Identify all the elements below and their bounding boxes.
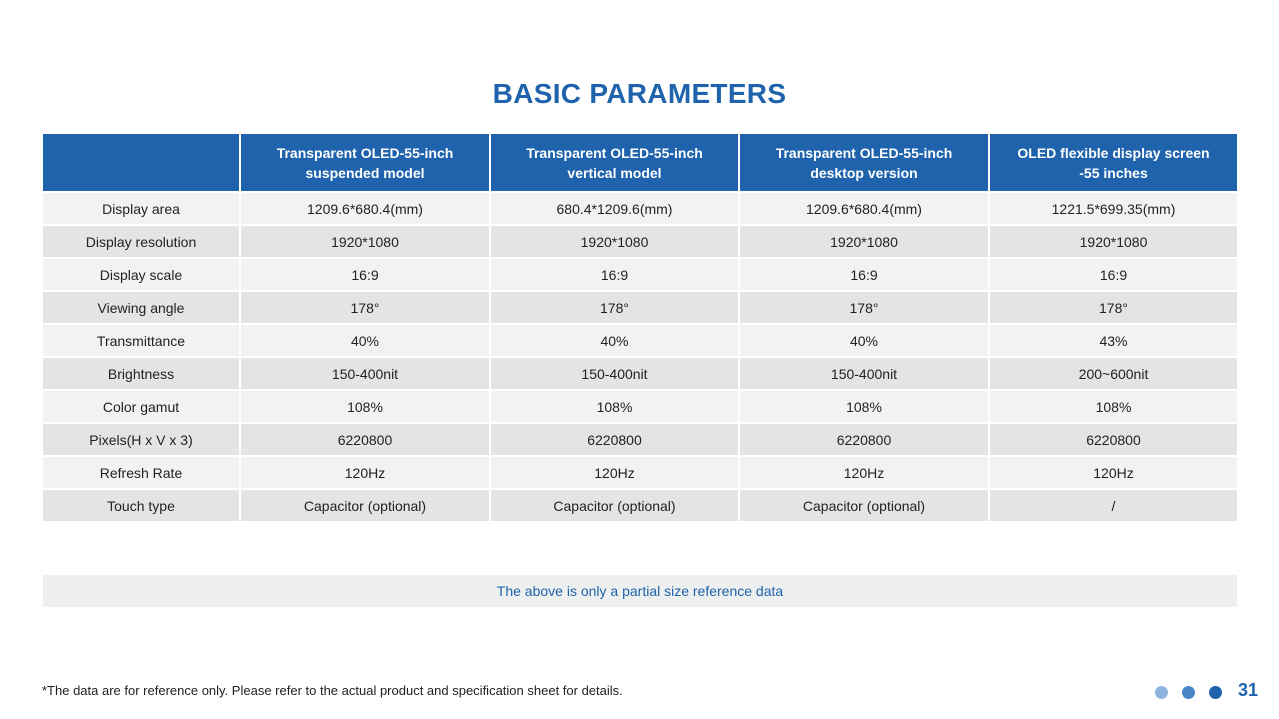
table-cell: 108% [739,390,989,423]
table-cell: 16:9 [989,258,1237,291]
header-line: OLED flexible display screen [1017,144,1210,161]
header-col-desktop [739,134,989,192]
table-cell: 1920*1080 [989,225,1237,258]
table-cell: 178° [490,291,739,324]
header-line: vertical model [567,164,662,181]
table-cell: Capacitor (optional) [490,489,739,522]
table-row [43,192,1237,225]
table-cell: 120Hz [240,456,490,489]
table-row [43,489,1237,522]
table-cell: 120Hz [739,456,989,489]
table-cell: 1920*1080 [739,225,989,258]
table-cell: 150-400nit [490,357,739,390]
table-cell: 1209.6*680.4(mm) [739,192,989,225]
table-cell: 178° [739,291,989,324]
table-row [43,291,1237,324]
header-line: -55 inches [1079,164,1148,181]
header-corner-cell [43,134,240,192]
table-cell: 200~600nit [989,357,1237,390]
table-cell: 16:9 [739,258,989,291]
table-cell: 6220800 [989,423,1237,456]
page-number: 31 [1238,680,1259,700]
table-row [43,390,1237,423]
header-line: Transparent OLED-55-inch [775,144,953,161]
table-cell: Capacitor (optional) [739,489,989,522]
table-cell: 178° [240,291,490,324]
table-cell: 680.4*1209.6(mm) [490,192,739,225]
row-label: Display area [43,192,240,225]
table-cell: 16:9 [240,258,490,291]
table-row [43,324,1237,357]
row-label: Display resolution [43,225,240,258]
table-cell: 120Hz [490,456,739,489]
row-label: Color gamut [43,390,240,423]
header-col-flexible [989,134,1237,192]
row-label: Display scale [43,258,240,291]
table-cell: 108% [989,390,1237,423]
row-label: Viewing angle [43,291,240,324]
table-cell: 178° [989,291,1237,324]
table-cell: 150-400nit [739,357,989,390]
row-label: Pixels(H x V x 3) [43,423,240,456]
row-label: Refresh Rate [43,456,240,489]
table-row [43,357,1237,390]
table-cell: 6220800 [739,423,989,456]
dot-light-icon [1155,686,1168,699]
table-cell: 40% [739,324,989,357]
header-line: Transparent OLED-55-inch [276,144,454,161]
row-label: Brightness [43,357,240,390]
table-cell: 6220800 [490,423,739,456]
table-row [43,456,1237,489]
header-col-suspended [240,134,490,192]
table-cell: 40% [490,324,739,357]
dot-mid-icon [1182,686,1195,699]
table-header [43,134,1237,192]
parameters-table [43,134,1237,523]
page-title: BASIC PARAMETERS [492,78,787,109]
reference-note: The above is only a partial size reference data [43,575,1237,607]
table-row [43,225,1237,258]
pagination-dots [1155,686,1222,699]
table-cell: 40% [240,324,490,357]
table-cell: 108% [490,390,739,423]
header-line: suspended model [305,164,425,181]
header-line: desktop version [810,164,918,181]
table-cell: 1920*1080 [240,225,490,258]
table-body [43,192,1237,522]
table-cell: 1209.6*680.4(mm) [240,192,490,225]
table-row [43,423,1237,456]
table-cell: 6220800 [240,423,490,456]
footnote: *The data are for reference only. Please refer to the actual product and specification sheet for details. [42,683,623,698]
row-label: Touch type [43,489,240,522]
header-line: Transparent OLED-55-inch [526,144,703,161]
dot-dark-icon [1209,686,1222,699]
table-cell: 1221.5*699.35(mm) [989,192,1237,225]
table-cell: 16:9 [490,258,739,291]
table-cell: / [989,489,1237,522]
table-row [43,258,1237,291]
table-cell: 150-400nit [240,357,490,390]
table-cell: 43% [989,324,1237,357]
table-cell: 108% [240,390,490,423]
table-header-row [43,134,1237,192]
table-cell: 1920*1080 [490,225,739,258]
table-cell: Capacitor (optional) [240,489,490,522]
row-label: Transmittance [43,324,240,357]
table-cell: 120Hz [989,456,1237,489]
header-col-vertical [490,134,739,192]
